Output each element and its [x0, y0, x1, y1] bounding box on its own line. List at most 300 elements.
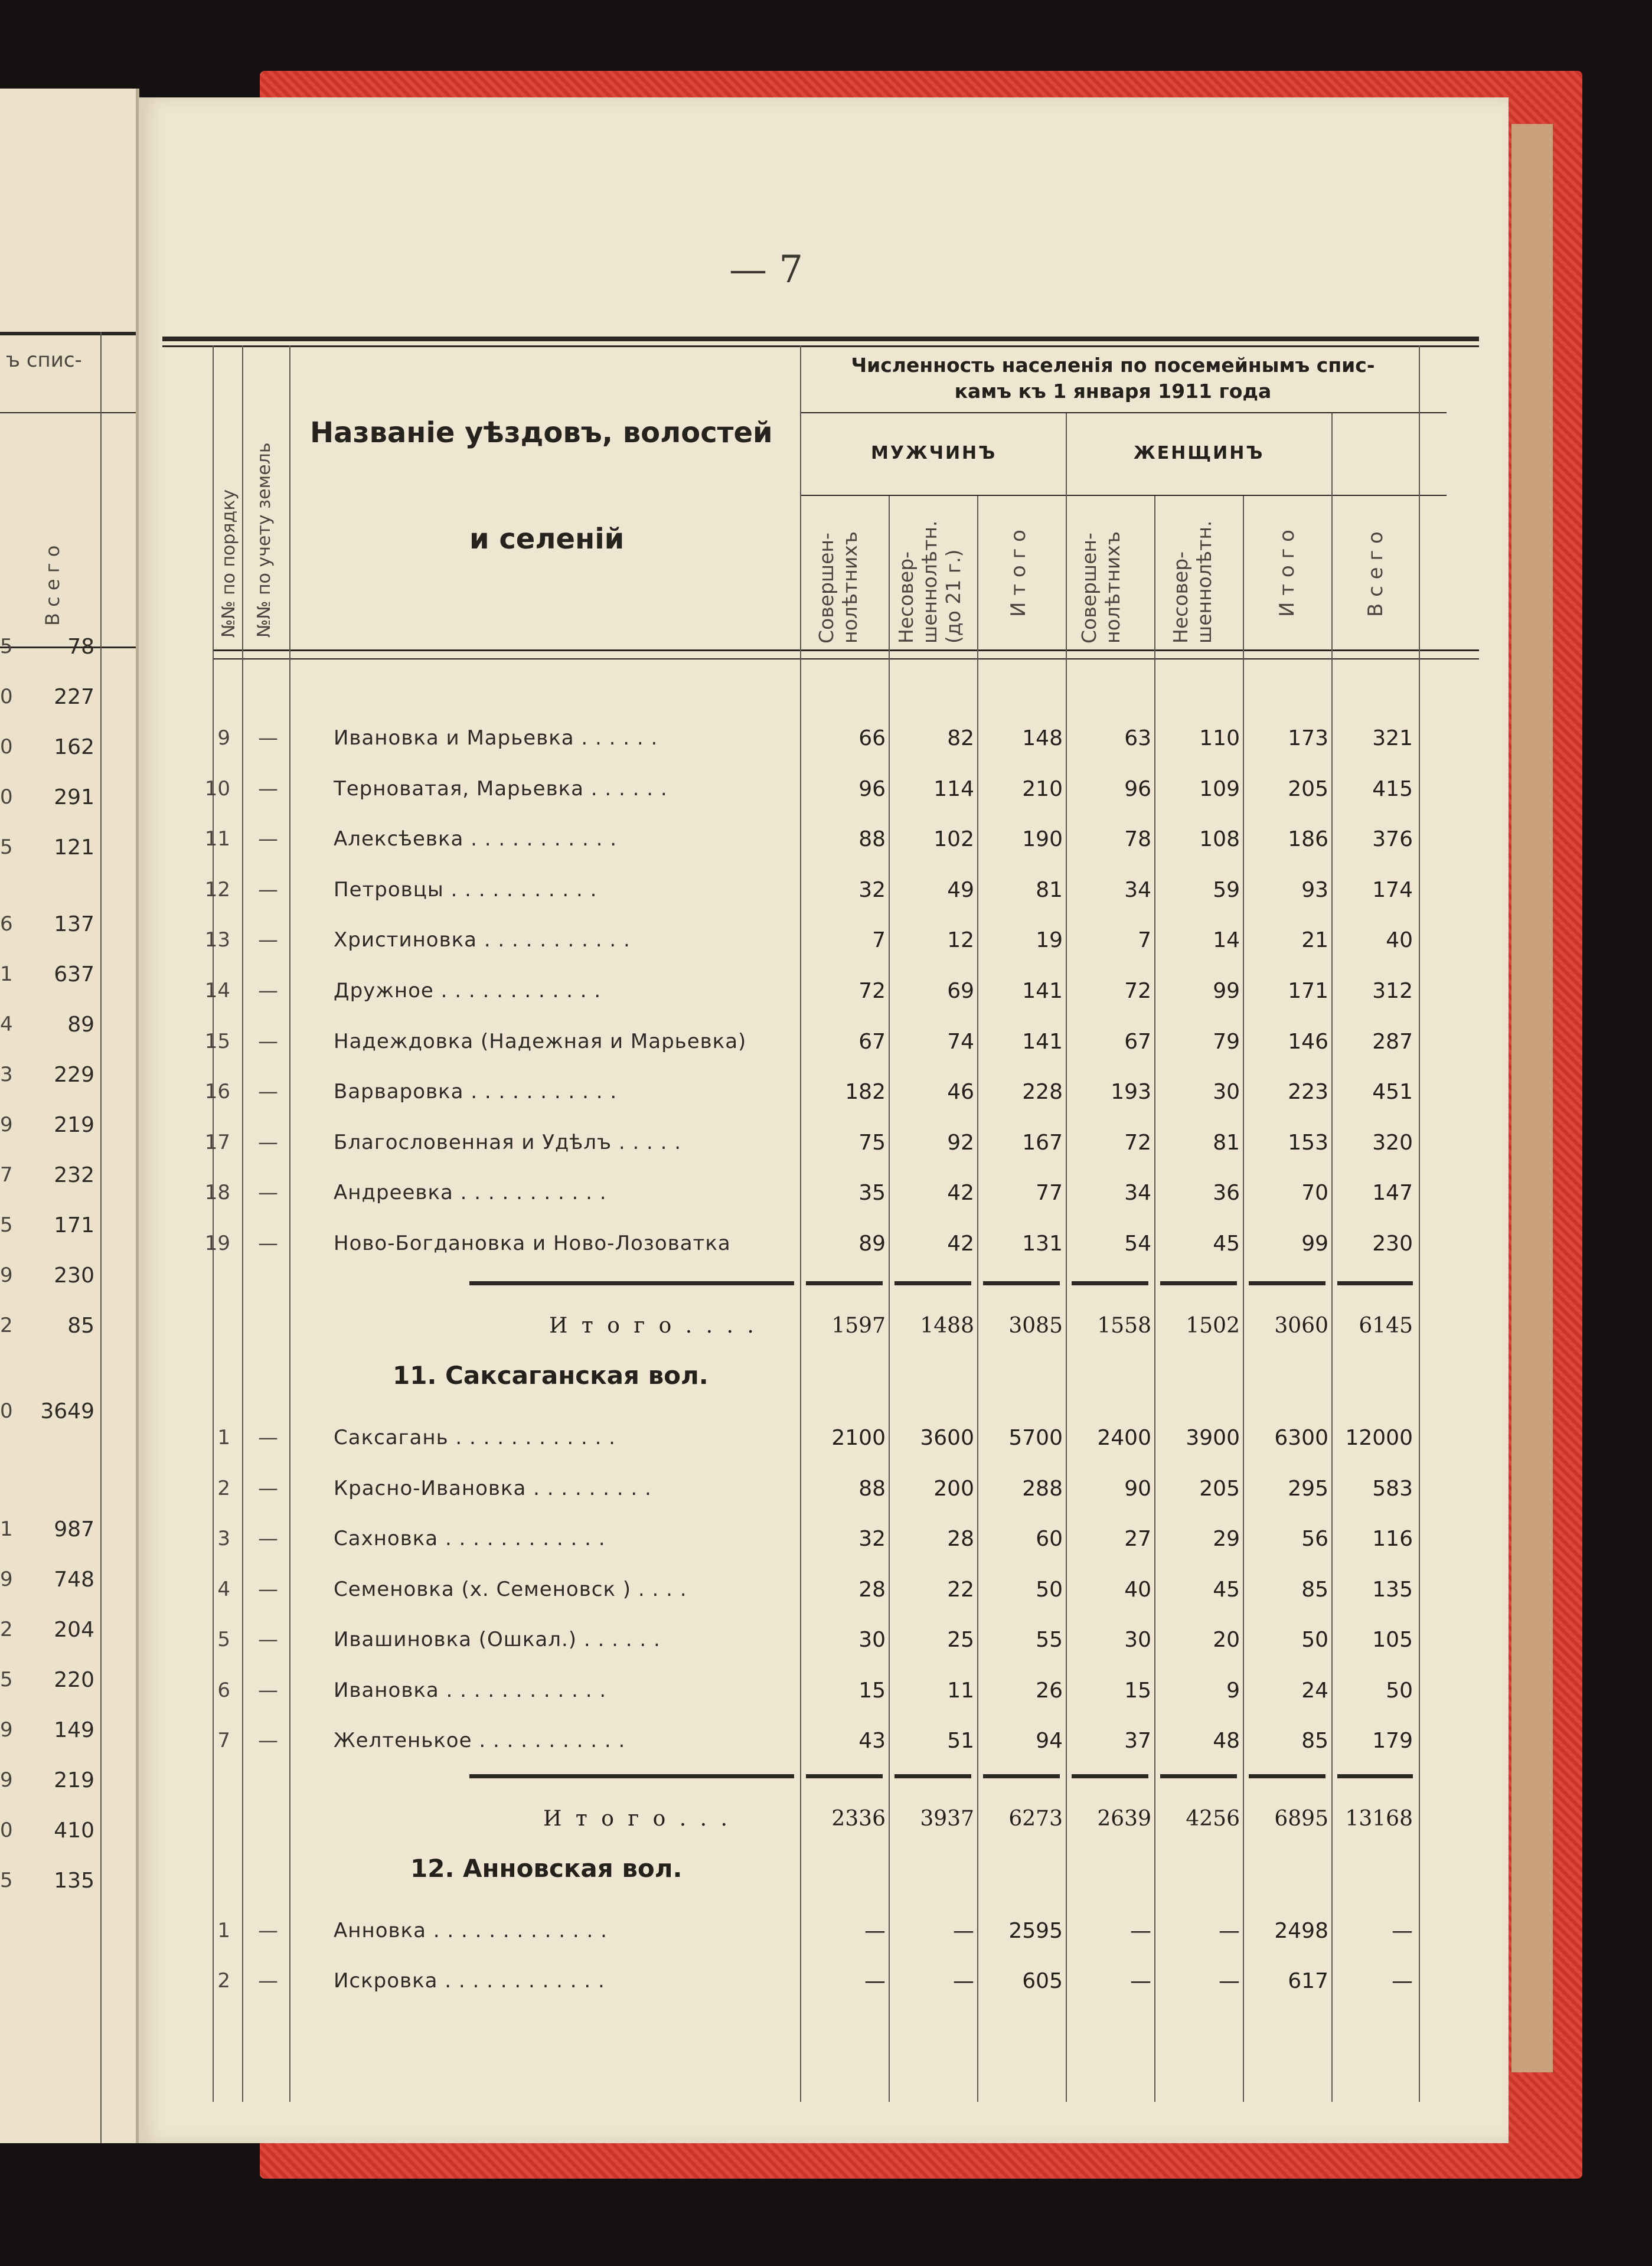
value-cell: 51: [947, 1729, 974, 1753]
row-number: 1: [217, 1426, 230, 1449]
land-dash: —: [258, 1080, 278, 1104]
land-dash: —: [258, 1232, 278, 1255]
value-cell: 287: [1372, 1029, 1413, 1054]
land-dash: —: [258, 1426, 278, 1449]
row-number: 12: [204, 877, 230, 902]
value-cell: 179: [1372, 1729, 1413, 1753]
row-number: 5: [217, 1628, 230, 1651]
total-value: 2639: [1097, 1807, 1151, 1831]
settlement-name: Андреевка . . . . . . . . . . .: [334, 1181, 607, 1205]
left-total-value: 219: [54, 1113, 94, 1137]
row-number: 2: [217, 1476, 230, 1500]
value-cell: 376: [1372, 827, 1413, 852]
total-value: 1488: [920, 1314, 974, 1338]
value-cell: 81: [1213, 1130, 1240, 1155]
value-cell: 2100: [831, 1426, 886, 1450]
row-number: 3: [217, 1527, 230, 1550]
value-cell: 36: [1213, 1181, 1240, 1206]
value-cell: 617: [1288, 1969, 1328, 1993]
total-value: 1597: [831, 1314, 886, 1338]
women-adults-label: Совершен- нолѣтнихъ: [1078, 531, 1124, 644]
settlement-name: Надеждовка (Надежная и Марьевка): [334, 1029, 747, 1053]
land-dash: —: [258, 1181, 278, 1205]
total-rule: [894, 1281, 971, 1285]
left-total-value: 204: [54, 1618, 94, 1642]
value-cell: 35: [858, 1181, 886, 1206]
value-cell: 108: [1199, 827, 1240, 852]
total-value: 2336: [831, 1807, 886, 1831]
left-edge-digit: 4: [0, 1013, 13, 1036]
settlement-name: Благословенная и Удѣлъ . . . . .: [334, 1130, 682, 1154]
value-cell: 28: [947, 1527, 974, 1551]
value-cell: 147: [1372, 1181, 1413, 1206]
left-total-value: 3649: [40, 1399, 94, 1423]
value-cell: 29: [1213, 1527, 1240, 1551]
value-cell: 148: [1022, 726, 1063, 750]
land-dash: —: [258, 776, 278, 801]
left-vsego-label: В с е г о: [41, 545, 64, 626]
total-rule: [1160, 1774, 1237, 1778]
left-total-value: 85: [67, 1314, 94, 1338]
total-value: 4256: [1186, 1807, 1240, 1831]
settlement-name: Сахновка . . . . . . . . . . . .: [334, 1527, 606, 1550]
row-number: 19: [204, 1232, 230, 1255]
left-edge-digit: 5: [0, 1213, 13, 1237]
value-cell: 96: [1124, 776, 1151, 801]
main-page: [139, 97, 1509, 2143]
value-cell: 7: [872, 928, 886, 953]
value-cell: 50: [1386, 1678, 1413, 1703]
total-value: 3060: [1274, 1314, 1328, 1338]
left-total-value: 229: [54, 1063, 94, 1087]
left-total-value: 219: [54, 1768, 94, 1792]
left-total-value: 637: [54, 962, 94, 987]
section-heading-annovka: 12. Анновская вол.: [410, 1854, 683, 1883]
total-value: 3085: [1008, 1314, 1063, 1338]
value-cell: —: [1130, 1919, 1151, 1943]
total-value: 1502: [1186, 1314, 1240, 1338]
land-dash: —: [258, 1029, 278, 1053]
value-cell: 74: [947, 1029, 974, 1054]
value-cell: 200: [933, 1476, 974, 1501]
left-edge-digit: 5: [0, 635, 13, 658]
value-cell: 82: [947, 726, 974, 750]
value-cell: 20: [1213, 1628, 1240, 1652]
left-total-value: 171: [54, 1213, 94, 1238]
value-cell: 26: [1036, 1678, 1063, 1703]
left-edge-digit: 6: [0, 912, 13, 936]
value-cell: 110: [1199, 726, 1240, 750]
value-cell: 21: [1301, 928, 1328, 953]
value-cell: —: [1392, 1919, 1413, 1943]
value-cell: 28: [858, 1577, 886, 1602]
value-cell: 116: [1372, 1527, 1413, 1551]
value-cell: 69: [947, 979, 974, 1003]
value-cell: 90: [1124, 1476, 1151, 1501]
value-cell: 78: [1124, 827, 1151, 852]
value-cell: 72: [858, 979, 886, 1003]
value-cell: 2400: [1097, 1426, 1151, 1450]
value-cell: 312: [1372, 979, 1413, 1003]
total-rule: [1072, 1774, 1148, 1778]
value-cell: 34: [1124, 877, 1151, 902]
value-cell: 223: [1288, 1080, 1328, 1105]
value-cell: 109: [1199, 776, 1240, 801]
value-cell: 96: [858, 776, 886, 801]
row-number: 4: [217, 1577, 230, 1601]
left-edge-digit: 5: [0, 1668, 13, 1692]
value-cell: 141: [1022, 979, 1063, 1003]
value-cell: 32: [858, 1527, 886, 1551]
value-cell: 228: [1022, 1080, 1063, 1105]
section-heading-saksagan: 11. Саксаганская вол.: [393, 1361, 709, 1390]
value-cell: 131: [1022, 1232, 1063, 1256]
value-cell: —: [953, 1969, 974, 1993]
total-value: 13168: [1345, 1807, 1413, 1831]
row-number: 7: [217, 1729, 230, 1752]
value-cell: —: [864, 1919, 886, 1943]
land-dash: —: [258, 1678, 278, 1702]
settlement-name: Христиновка . . . . . . . . . . .: [334, 928, 631, 952]
value-cell: 15: [858, 1678, 886, 1703]
men-adults-label: Совершен- нолѣтнихъ: [815, 531, 861, 644]
total-label: И т о г о . . .: [543, 1807, 731, 1831]
left-edge-digit: 5: [0, 835, 13, 859]
value-cell: 45: [1213, 1577, 1240, 1602]
left-edge-digit: 0: [0, 785, 13, 809]
value-cell: 27: [1124, 1527, 1151, 1551]
value-cell: 59: [1213, 877, 1240, 902]
total-rule: [1249, 1774, 1325, 1778]
settlement-name: Ивановка и Марьевка . . . . . .: [334, 726, 658, 750]
value-cell: 94: [1036, 1729, 1063, 1753]
left-total-value: 220: [54, 1668, 94, 1692]
value-cell: 102: [933, 827, 974, 852]
value-cell: 415: [1372, 776, 1413, 801]
left-total-value: 121: [54, 835, 94, 860]
women-label: ЖЕНЩИНЪ: [1134, 443, 1265, 463]
page-number: — 7: [729, 248, 804, 292]
settlement-name: Саксагань . . . . . . . . . . . .: [334, 1426, 616, 1449]
total-rule: [1072, 1281, 1148, 1285]
total-rule: [983, 1281, 1060, 1285]
value-cell: 182: [845, 1080, 886, 1105]
land-dash: —: [258, 827, 278, 851]
value-cell: 85: [1301, 1729, 1328, 1753]
left-edge-digit: 2: [0, 1618, 13, 1641]
value-cell: —: [1219, 1969, 1240, 1993]
value-cell: 60: [1036, 1527, 1063, 1551]
value-cell: —: [953, 1919, 974, 1943]
total-rule: [1160, 1281, 1237, 1285]
left-total-value: 987: [54, 1517, 94, 1542]
total-rule: [983, 1774, 1060, 1778]
title-line-2: и селеній: [469, 523, 625, 556]
value-cell: 114: [933, 776, 974, 801]
left-total-value: 230: [54, 1263, 94, 1288]
value-cell: 88: [858, 1476, 886, 1501]
value-cell: 24: [1301, 1678, 1328, 1703]
left-total-value: 162: [54, 735, 94, 759]
total-label: И т о г о . . . .: [549, 1314, 758, 1338]
value-cell: 43: [858, 1729, 886, 1753]
value-cell: 40: [1386, 928, 1413, 953]
value-cell: 40: [1124, 1577, 1151, 1602]
value-cell: 3600: [920, 1426, 974, 1450]
settlement-name: Варваровка . . . . . . . . . . .: [334, 1080, 618, 1104]
value-cell: 77: [1036, 1181, 1063, 1206]
value-cell: 105: [1372, 1628, 1413, 1652]
value-cell: 46: [947, 1080, 974, 1105]
value-cell: 72: [1124, 979, 1151, 1003]
settlement-name: Дружное . . . . . . . . . . . .: [334, 979, 602, 1003]
value-cell: 50: [1301, 1628, 1328, 1652]
title-line-1: Названіе уѣздовъ, волостей: [310, 416, 773, 449]
value-cell: 88: [858, 827, 886, 852]
value-cell: 30: [1213, 1080, 1240, 1105]
value-cell: 30: [858, 1628, 886, 1652]
value-cell: 37: [1124, 1729, 1151, 1753]
value-cell: 55: [1036, 1628, 1063, 1652]
total-rule: [806, 1774, 883, 1778]
value-cell: 89: [858, 1232, 886, 1256]
total-rule: [1337, 1281, 1413, 1285]
value-cell: 45: [1213, 1232, 1240, 1256]
left-edge-digit: 3: [0, 1063, 13, 1086]
value-cell: 186: [1288, 827, 1328, 852]
value-cell: 54: [1124, 1232, 1151, 1256]
row-number: 11: [204, 827, 230, 851]
left-total-value: 410: [54, 1818, 94, 1843]
row-number: 18: [204, 1181, 230, 1205]
value-cell: 32: [858, 877, 886, 902]
value-cell: 11: [947, 1678, 974, 1703]
left-total-value: 78: [67, 635, 94, 659]
women-minors-label: Несовер- шеннолѣтн.: [1169, 520, 1216, 644]
left-edge-digit: 9: [0, 1718, 13, 1742]
value-cell: 22: [947, 1577, 974, 1602]
value-cell: 75: [858, 1130, 886, 1155]
left-total-value: 232: [54, 1163, 94, 1187]
settlement-name: Терноватая, Марьевка . . . . . .: [334, 776, 668, 801]
value-cell: 42: [947, 1232, 974, 1256]
value-cell: 34: [1124, 1181, 1151, 1206]
left-total-value: 748: [54, 1568, 94, 1592]
left-edge-digit: 2: [0, 1314, 13, 1337]
value-cell: 67: [1124, 1029, 1151, 1054]
value-cell: 3900: [1186, 1426, 1240, 1450]
row-number: 17: [204, 1130, 230, 1154]
value-cell: 146: [1288, 1029, 1328, 1054]
value-cell: 583: [1372, 1476, 1413, 1501]
value-cell: —: [1392, 1969, 1413, 1993]
left-total-value: 135: [54, 1869, 94, 1893]
settlement-name: Анновка . . . . . . . . . . . . .: [334, 1919, 608, 1942]
value-cell: 7: [1138, 928, 1151, 953]
value-cell: 2498: [1274, 1919, 1328, 1943]
settlement-name: Петровцы . . . . . . . . . . .: [334, 877, 598, 902]
value-cell: —: [864, 1969, 886, 1993]
value-cell: 56: [1301, 1527, 1328, 1551]
value-cell: 63: [1124, 726, 1151, 750]
value-cell: 12: [947, 928, 974, 953]
left-edge-digit: 1: [0, 1517, 13, 1541]
total-value: 3937: [920, 1807, 974, 1831]
value-cell: 92: [947, 1130, 974, 1155]
total-value: 6273: [1008, 1807, 1063, 1831]
value-cell: 205: [1199, 1476, 1240, 1501]
value-cell: 85: [1301, 1577, 1328, 1602]
left-page: [0, 89, 139, 2143]
men-total-label: И т о г о: [1007, 530, 1030, 617]
value-cell: 30: [1124, 1628, 1151, 1652]
value-cell: 25: [947, 1628, 974, 1652]
value-cell: —: [1130, 1969, 1151, 1993]
value-cell: 6300: [1274, 1426, 1328, 1450]
row-number: 14: [204, 979, 230, 1003]
value-cell: 321: [1372, 726, 1413, 750]
value-cell: 451: [1372, 1080, 1413, 1105]
left-total-value: 89: [67, 1013, 94, 1037]
value-cell: 190: [1022, 827, 1063, 852]
col-land-label: №№ по учету земель: [254, 442, 275, 638]
left-edge-digit: 9: [0, 1113, 13, 1137]
value-cell: 171: [1288, 979, 1328, 1003]
value-cell: 193: [1111, 1080, 1151, 1105]
row-number: 1: [217, 1919, 230, 1942]
left-total-value: 291: [54, 785, 94, 809]
value-cell: 167: [1022, 1130, 1063, 1155]
row-number: 15: [204, 1029, 230, 1053]
value-cell: 153: [1288, 1130, 1328, 1155]
left-header-fragment: ъ спис-: [6, 348, 82, 372]
value-cell: 12000: [1345, 1426, 1413, 1450]
value-cell: 72: [1124, 1130, 1151, 1155]
value-cell: 79: [1213, 1029, 1240, 1054]
row-number: 2: [217, 1969, 230, 1993]
land-dash: —: [258, 1476, 278, 1500]
value-cell: 66: [858, 726, 886, 750]
value-cell: 70: [1301, 1181, 1328, 1206]
page-stack-edge: [1511, 124, 1553, 2072]
land-dash: —: [258, 1527, 278, 1550]
value-cell: 288: [1022, 1476, 1063, 1501]
total-value: 6895: [1274, 1807, 1328, 1831]
settlement-name: Алексѣевка . . . . . . . . . . .: [334, 827, 618, 851]
value-cell: 48: [1213, 1729, 1240, 1753]
left-total-value: 137: [54, 912, 94, 936]
left-edge-digit: 1: [0, 962, 13, 986]
value-cell: 81: [1036, 877, 1063, 902]
value-cell: 320: [1372, 1130, 1413, 1155]
value-cell: 135: [1372, 1577, 1413, 1602]
settlement-name: Ново-Богдановка и Ново-Лозоватка: [334, 1232, 731, 1255]
left-edge-digit: 0: [0, 685, 13, 708]
left-edge-digit: 9: [0, 1568, 13, 1591]
value-cell: 141: [1022, 1029, 1063, 1054]
value-cell: 42: [947, 1181, 974, 1206]
total-rule: [1249, 1281, 1325, 1285]
value-cell: 93: [1301, 877, 1328, 902]
settlement-name: Желтенькое . . . . . . . . . . .: [334, 1729, 626, 1752]
settlement-name: Искровка . . . . . . . . . . . .: [334, 1969, 605, 1993]
col-order-label: №№ по порядку: [218, 489, 239, 638]
value-cell: 5700: [1008, 1426, 1063, 1450]
value-cell: 49: [947, 877, 974, 902]
left-edge-digit: 0: [0, 735, 13, 759]
land-dash: —: [258, 726, 278, 750]
value-cell: —: [1219, 1919, 1240, 1943]
row-number: 16: [204, 1080, 230, 1104]
total-rule: [469, 1774, 794, 1778]
value-cell: 210: [1022, 776, 1063, 801]
grand-total-label: В с е г о: [1364, 531, 1387, 617]
land-dash: —: [258, 928, 278, 952]
total-rule: [1337, 1774, 1413, 1778]
land-dash: —: [258, 979, 278, 1003]
value-cell: 2595: [1008, 1919, 1063, 1943]
land-dash: —: [258, 1729, 278, 1752]
settlement-name: Ивановка . . . . . . . . . . . .: [334, 1678, 607, 1702]
land-dash: —: [258, 1130, 278, 1154]
value-cell: 173: [1288, 726, 1328, 750]
left-edge-digit: 5: [0, 1869, 13, 1892]
value-cell: 205: [1288, 776, 1328, 801]
row-number: 13: [204, 928, 230, 952]
left-edge-digit: 7: [0, 1163, 13, 1187]
left-total-value: 227: [54, 685, 94, 709]
land-dash: —: [258, 877, 278, 902]
value-cell: 295: [1288, 1476, 1328, 1501]
value-cell: 9: [1226, 1678, 1240, 1703]
total-rule: [469, 1281, 794, 1285]
population-title: Численность населенія по посемейнымъ спис- камъ къ 1 января 1911 года: [851, 354, 1375, 403]
value-cell: 174: [1372, 877, 1413, 902]
row-number: 10: [204, 776, 230, 801]
value-cell: 605: [1022, 1969, 1063, 1993]
men-minors-label: Несовер- шеннолѣтн. (до 21 г.): [894, 520, 965, 644]
value-cell: 67: [858, 1029, 886, 1054]
value-cell: 15: [1124, 1678, 1151, 1703]
left-total-value: 149: [54, 1718, 94, 1742]
value-cell: 99: [1213, 979, 1240, 1003]
land-dash: —: [258, 1969, 278, 1993]
land-dash: —: [258, 1577, 278, 1601]
left-edge-digit: 9: [0, 1768, 13, 1792]
row-number: 6: [217, 1678, 230, 1702]
value-cell: 50: [1036, 1577, 1063, 1602]
land-dash: —: [258, 1628, 278, 1651]
left-edge-digit: 9: [0, 1263, 13, 1287]
value-cell: 14: [1213, 928, 1240, 953]
land-dash: —: [258, 1919, 278, 1942]
left-edge-digit: 0: [0, 1399, 13, 1423]
total-rule: [894, 1774, 971, 1778]
value-cell: 99: [1301, 1232, 1328, 1256]
men-label: МУЖЧИНЪ: [871, 443, 997, 463]
left-edge-digit: 0: [0, 1818, 13, 1842]
row-number: 9: [217, 726, 230, 750]
settlement-name: Ивашиновка (Ошкал.) . . . . . .: [334, 1628, 661, 1651]
value-cell: 19: [1036, 928, 1063, 953]
settlement-name: Семеновка (х. Семеновск ) . . . .: [334, 1577, 687, 1601]
value-cell: 230: [1372, 1232, 1413, 1256]
total-value: 1558: [1097, 1314, 1151, 1338]
total-rule: [806, 1281, 883, 1285]
women-total-label: И т о г о: [1275, 530, 1299, 617]
total-value: 6145: [1359, 1314, 1413, 1338]
settlement-name: Красно-Ивановка . . . . . . . . .: [334, 1476, 652, 1500]
